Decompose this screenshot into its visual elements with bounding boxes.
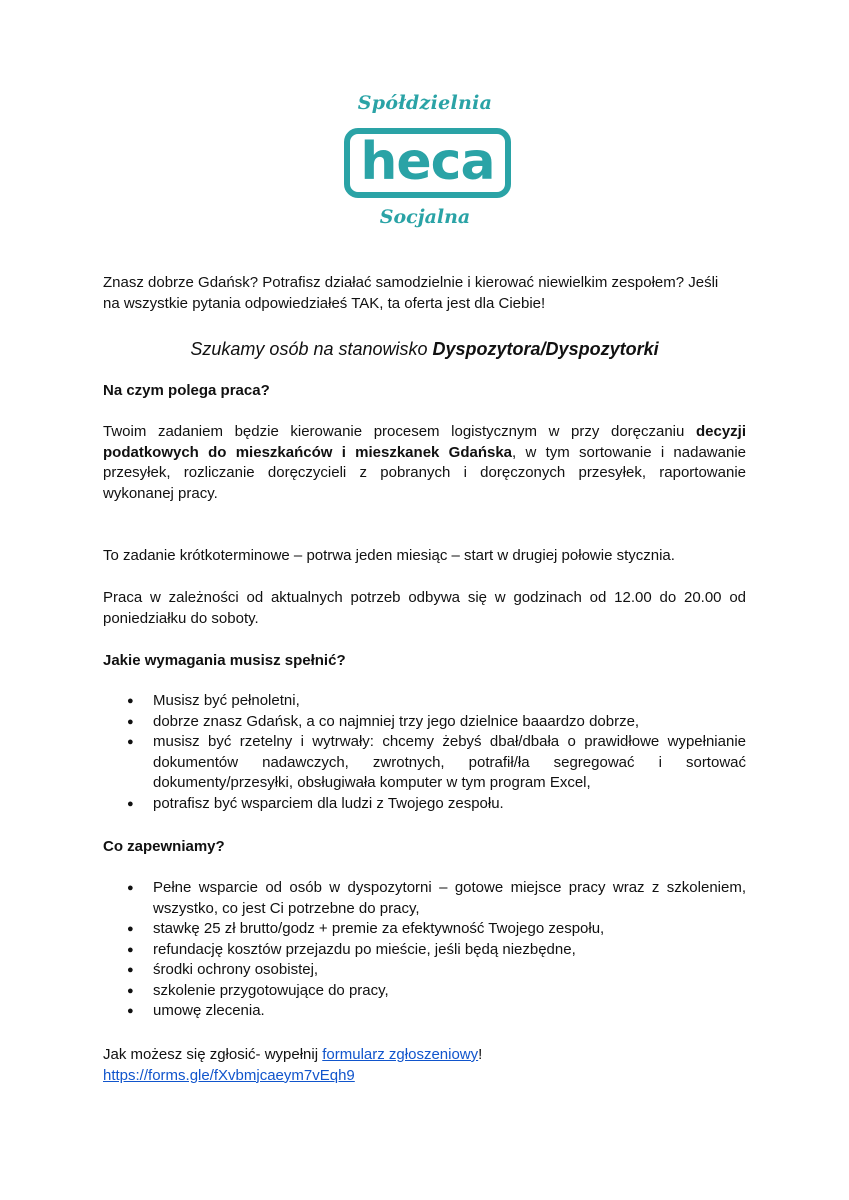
- list-item: ● musisz być rzetelny i wytrwały: chcemy żebyś dbał/dbała o prawidłowe wypełnianie dokumentów nadawczych, zwrotnych, potrafił/ła segregować i sortować dokumenty/przesyłki, obsługiwała komputer w tym program Excel,: [103, 732, 746, 794]
- list-item: ● stawkę 25 zł brutto/godz + premie za efektywność Twojego zespołu,: [103, 919, 746, 940]
- headline-position: Dyspozytora/Dyspozytorki: [432, 339, 659, 359]
- logo-bottom-text: Socjalna: [379, 206, 471, 228]
- intro-paragraph: [103, 273, 746, 314]
- headline-prefix: Szukamy osób na stanowisko: [190, 339, 433, 359]
- work-p1-bold: decyzji podatkowych do mieszkańców i mieszkanek Gdańska: [103, 423, 746, 461]
- logo-top-text: Spółdzielnia: [357, 92, 493, 114]
- apply-suffix: !: [478, 1046, 483, 1063]
- work-p1-start: Twoim zadaniem będzie kierowanie procesem logistycznym w przy doręczaniu: [103, 423, 696, 440]
- section-work-paragraph-3: Praca w zależności od aktualnych potrzeb odbywa się w godzinach od 12.00 do 20.00 od poniedziałku do soboty.: [103, 589, 746, 627]
- section-offer-heading: Co zapewniamy?: [103, 838, 225, 855]
- list-item: ● Pełne wsparcie od osób w dyspozytorni – gotowe miejsce pracy wraz z szkoleniem, wszystko, co jest Ci potrzebne do pracy,: [103, 878, 746, 919]
- intro-line-2: na wszystkie pytania odpowiedziałeś TAK, ta oferta jest dla Ciebie!: [103, 294, 546, 312]
- list-item: ● potrafisz być wsparciem dla ludzi z Twojego zespołu.: [103, 794, 746, 815]
- list-item: ● umowę zlecenia.: [103, 1001, 746, 1022]
- job-headline: [103, 337, 746, 361]
- application-form-link[interactable]: formularz zgłoszeniowy: [322, 1046, 479, 1063]
- logo-main-text: heca: [360, 132, 495, 192]
- heca-logo: [330, 88, 520, 238]
- intro-line-1: Znasz dobrze Gdańsk? Potrafisz działać samodzielnie i kierować niewielkim zespołem? Jeśli: [103, 274, 719, 291]
- offer-list: [103, 878, 746, 1022]
- work-p1-end: , w tym sortowanie i nadawanie przesyłek, rozliczanie doręczycieli z pobranych i doręczonych przesyłek, raportowanie wykonanej pracy.: [103, 443, 746, 502]
- form-url-link[interactable]: https://forms.gle/fXvbmjcaeym7vEqh9: [103, 1066, 355, 1084]
- requirements-list: [103, 691, 746, 814]
- list-item: ● szkolenie przygotowujące do pracy,: [103, 981, 746, 1002]
- requirements-list-container: [103, 691, 746, 814]
- offer-list-container: [103, 878, 746, 1022]
- list-item: ● dobrze znasz Gdańsk, a co najmniej trzy jego dzielnice baaardzo dobrze,: [103, 712, 746, 733]
- section-work-heading: Na czym polega praca?: [103, 382, 270, 399]
- list-item: ● Musisz być pełnoletni,: [103, 691, 746, 712]
- section-work-paragraph-1: [103, 422, 746, 504]
- apply-line: [103, 1045, 746, 1066]
- section-requirements-heading: Jakie wymagania musisz spełnić?: [103, 652, 346, 669]
- apply-url-line: [103, 1066, 746, 1087]
- apply-text: Jak możesz się zgłosić- wypełnij: [103, 1046, 323, 1063]
- list-item: ● środki ochrony osobistej,: [103, 960, 746, 981]
- apply-paragraph: [103, 1045, 746, 1086]
- section-work-paragraph-2: To zadanie krótkoterminowe – potrwa jeden miesiąc – start w drugiej połowie stycznia.: [103, 547, 675, 564]
- list-item: ● refundację kosztów przejazdu po mieście, jeśli będą niezbędne,: [103, 940, 746, 961]
